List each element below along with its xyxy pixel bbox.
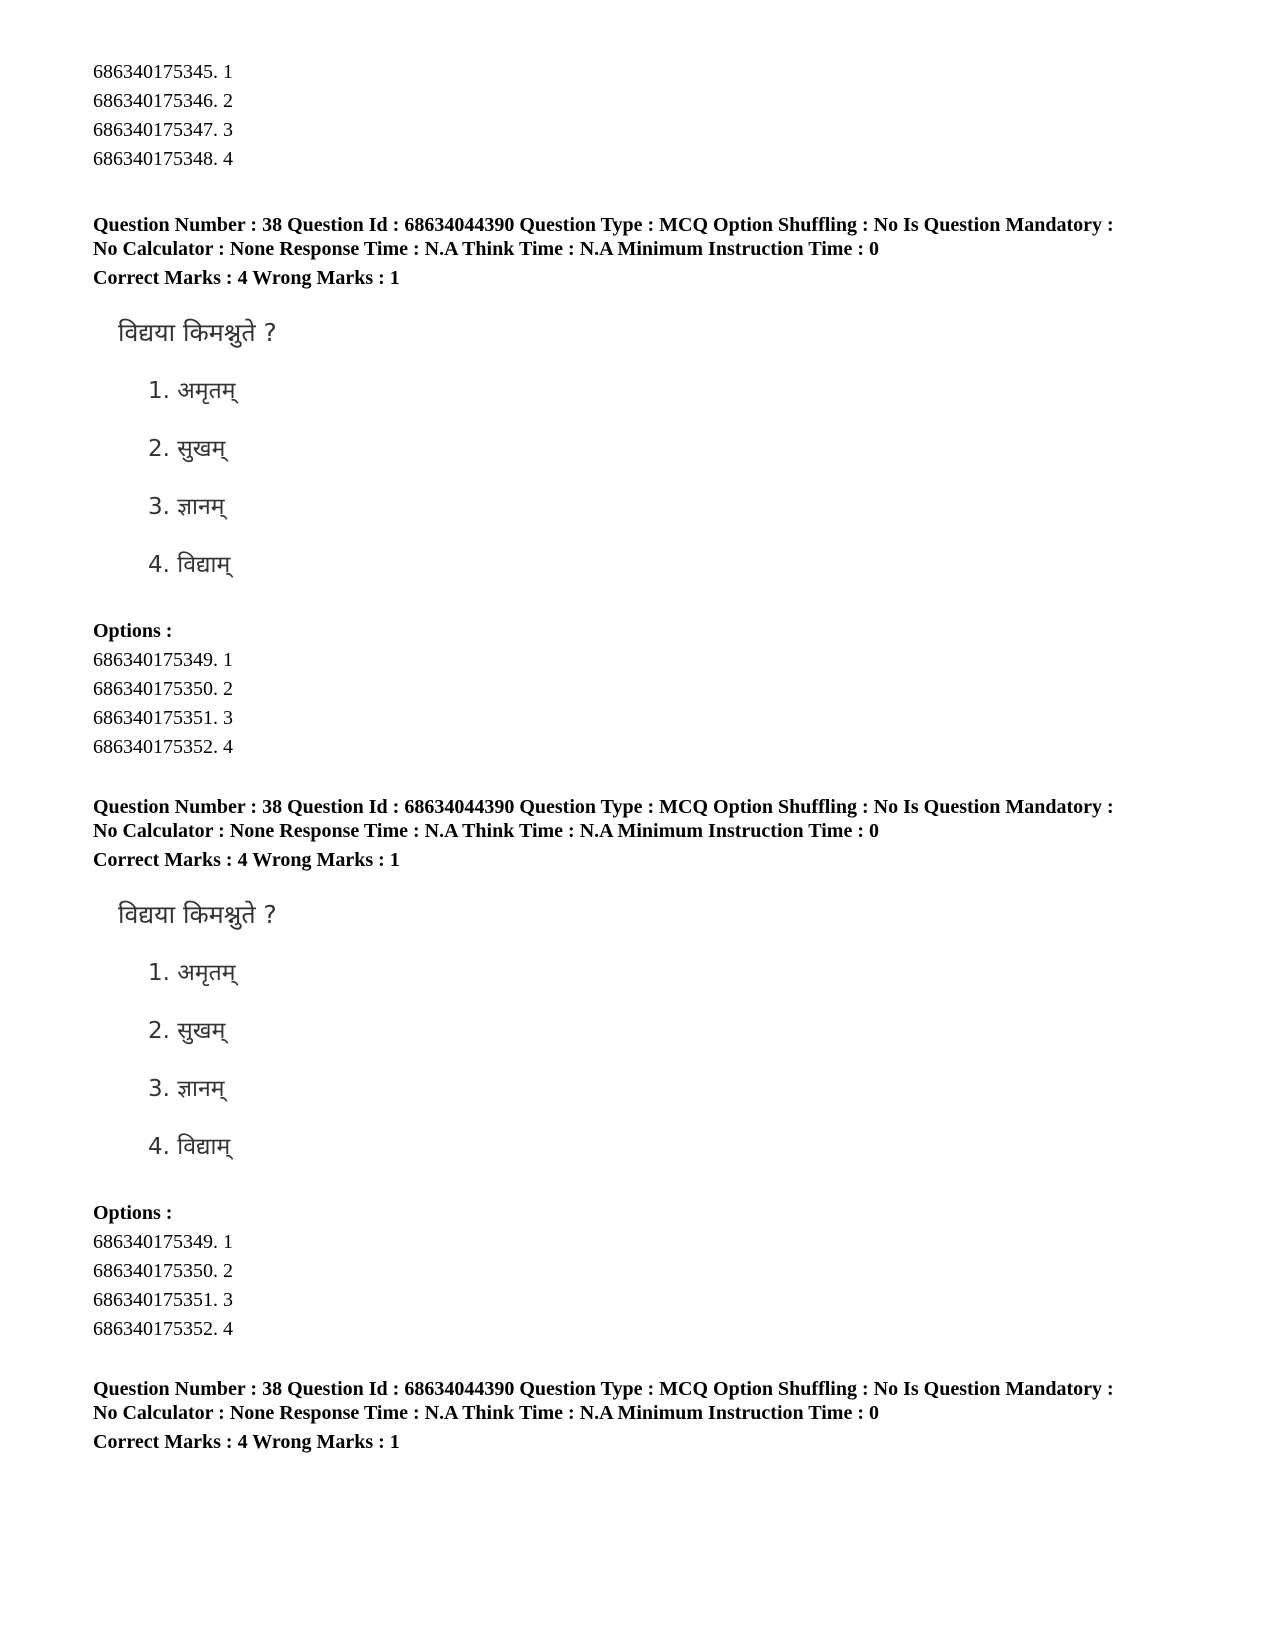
question-header-line-1: Question Number : 38 Question Id : 68634044390 Question Type : MCQ Option Shuffling : No Is Question Mandatory :	[93, 1378, 1114, 1400]
question-option: 3. ज्ञानम्	[148, 494, 225, 520]
top-option-item: 686340175345. 1	[93, 61, 233, 83]
question-option: 2. सुखम्	[148, 1018, 226, 1044]
question-header-line-1: Question Number : 38 Question Id : 68634044390 Question Type : MCQ Option Shuffling : No Is Question Mandatory :	[93, 796, 1114, 818]
option-item: 686340175349. 1	[93, 649, 233, 671]
question-header-line-2: No Calculator : None Response Time : N.A Think Time : N.A Minimum Instruction Time : 0	[93, 1402, 879, 1424]
question-option: 4. विद्याम्	[148, 552, 231, 578]
question-option: 4. विद्याम्	[148, 1134, 231, 1160]
top-option-item: 686340175346. 2	[93, 90, 233, 112]
question-option: 1. अमृतम्	[148, 378, 236, 404]
top-option-item: 686340175347. 3	[93, 119, 233, 141]
question-marks: Correct Marks : 4 Wrong Marks : 1	[93, 849, 400, 871]
option-item: 686340175349. 1	[93, 1231, 233, 1253]
question-option: 3. ज्ञानम्	[148, 1076, 225, 1102]
question-header-line-2: No Calculator : None Response Time : N.A Think Time : N.A Minimum Instruction Time : 0	[93, 820, 879, 842]
option-item: 686340175352. 4	[93, 1318, 233, 1340]
question-option: 1. अमृतम्	[148, 960, 236, 986]
option-item: 686340175351. 3	[93, 707, 233, 729]
options-label: Options :	[93, 620, 173, 642]
option-item: 686340175352. 4	[93, 736, 233, 758]
question-text: विद्यया किमश्नुते ?	[118, 900, 277, 929]
question-marks: Correct Marks : 4 Wrong Marks : 1	[93, 267, 400, 289]
question-image	[118, 318, 378, 598]
question-text: विद्यया किमश्नुते ?	[118, 318, 277, 347]
question-header-line-1: Question Number : 38 Question Id : 68634044390 Question Type : MCQ Option Shuffling : No Is Question Mandatory :	[93, 214, 1114, 236]
question-marks: Correct Marks : 4 Wrong Marks : 1	[93, 1431, 400, 1453]
option-item: 686340175351. 3	[93, 1289, 233, 1311]
question-image	[118, 900, 378, 1180]
options-label: Options :	[93, 1202, 173, 1224]
option-item: 686340175350. 2	[93, 1260, 233, 1282]
question-header-line-2: No Calculator : None Response Time : N.A Think Time : N.A Minimum Instruction Time : 0	[93, 238, 879, 260]
option-item: 686340175350. 2	[93, 678, 233, 700]
question-option: 2. सुखम्	[148, 436, 226, 462]
top-option-item: 686340175348. 4	[93, 148, 233, 170]
